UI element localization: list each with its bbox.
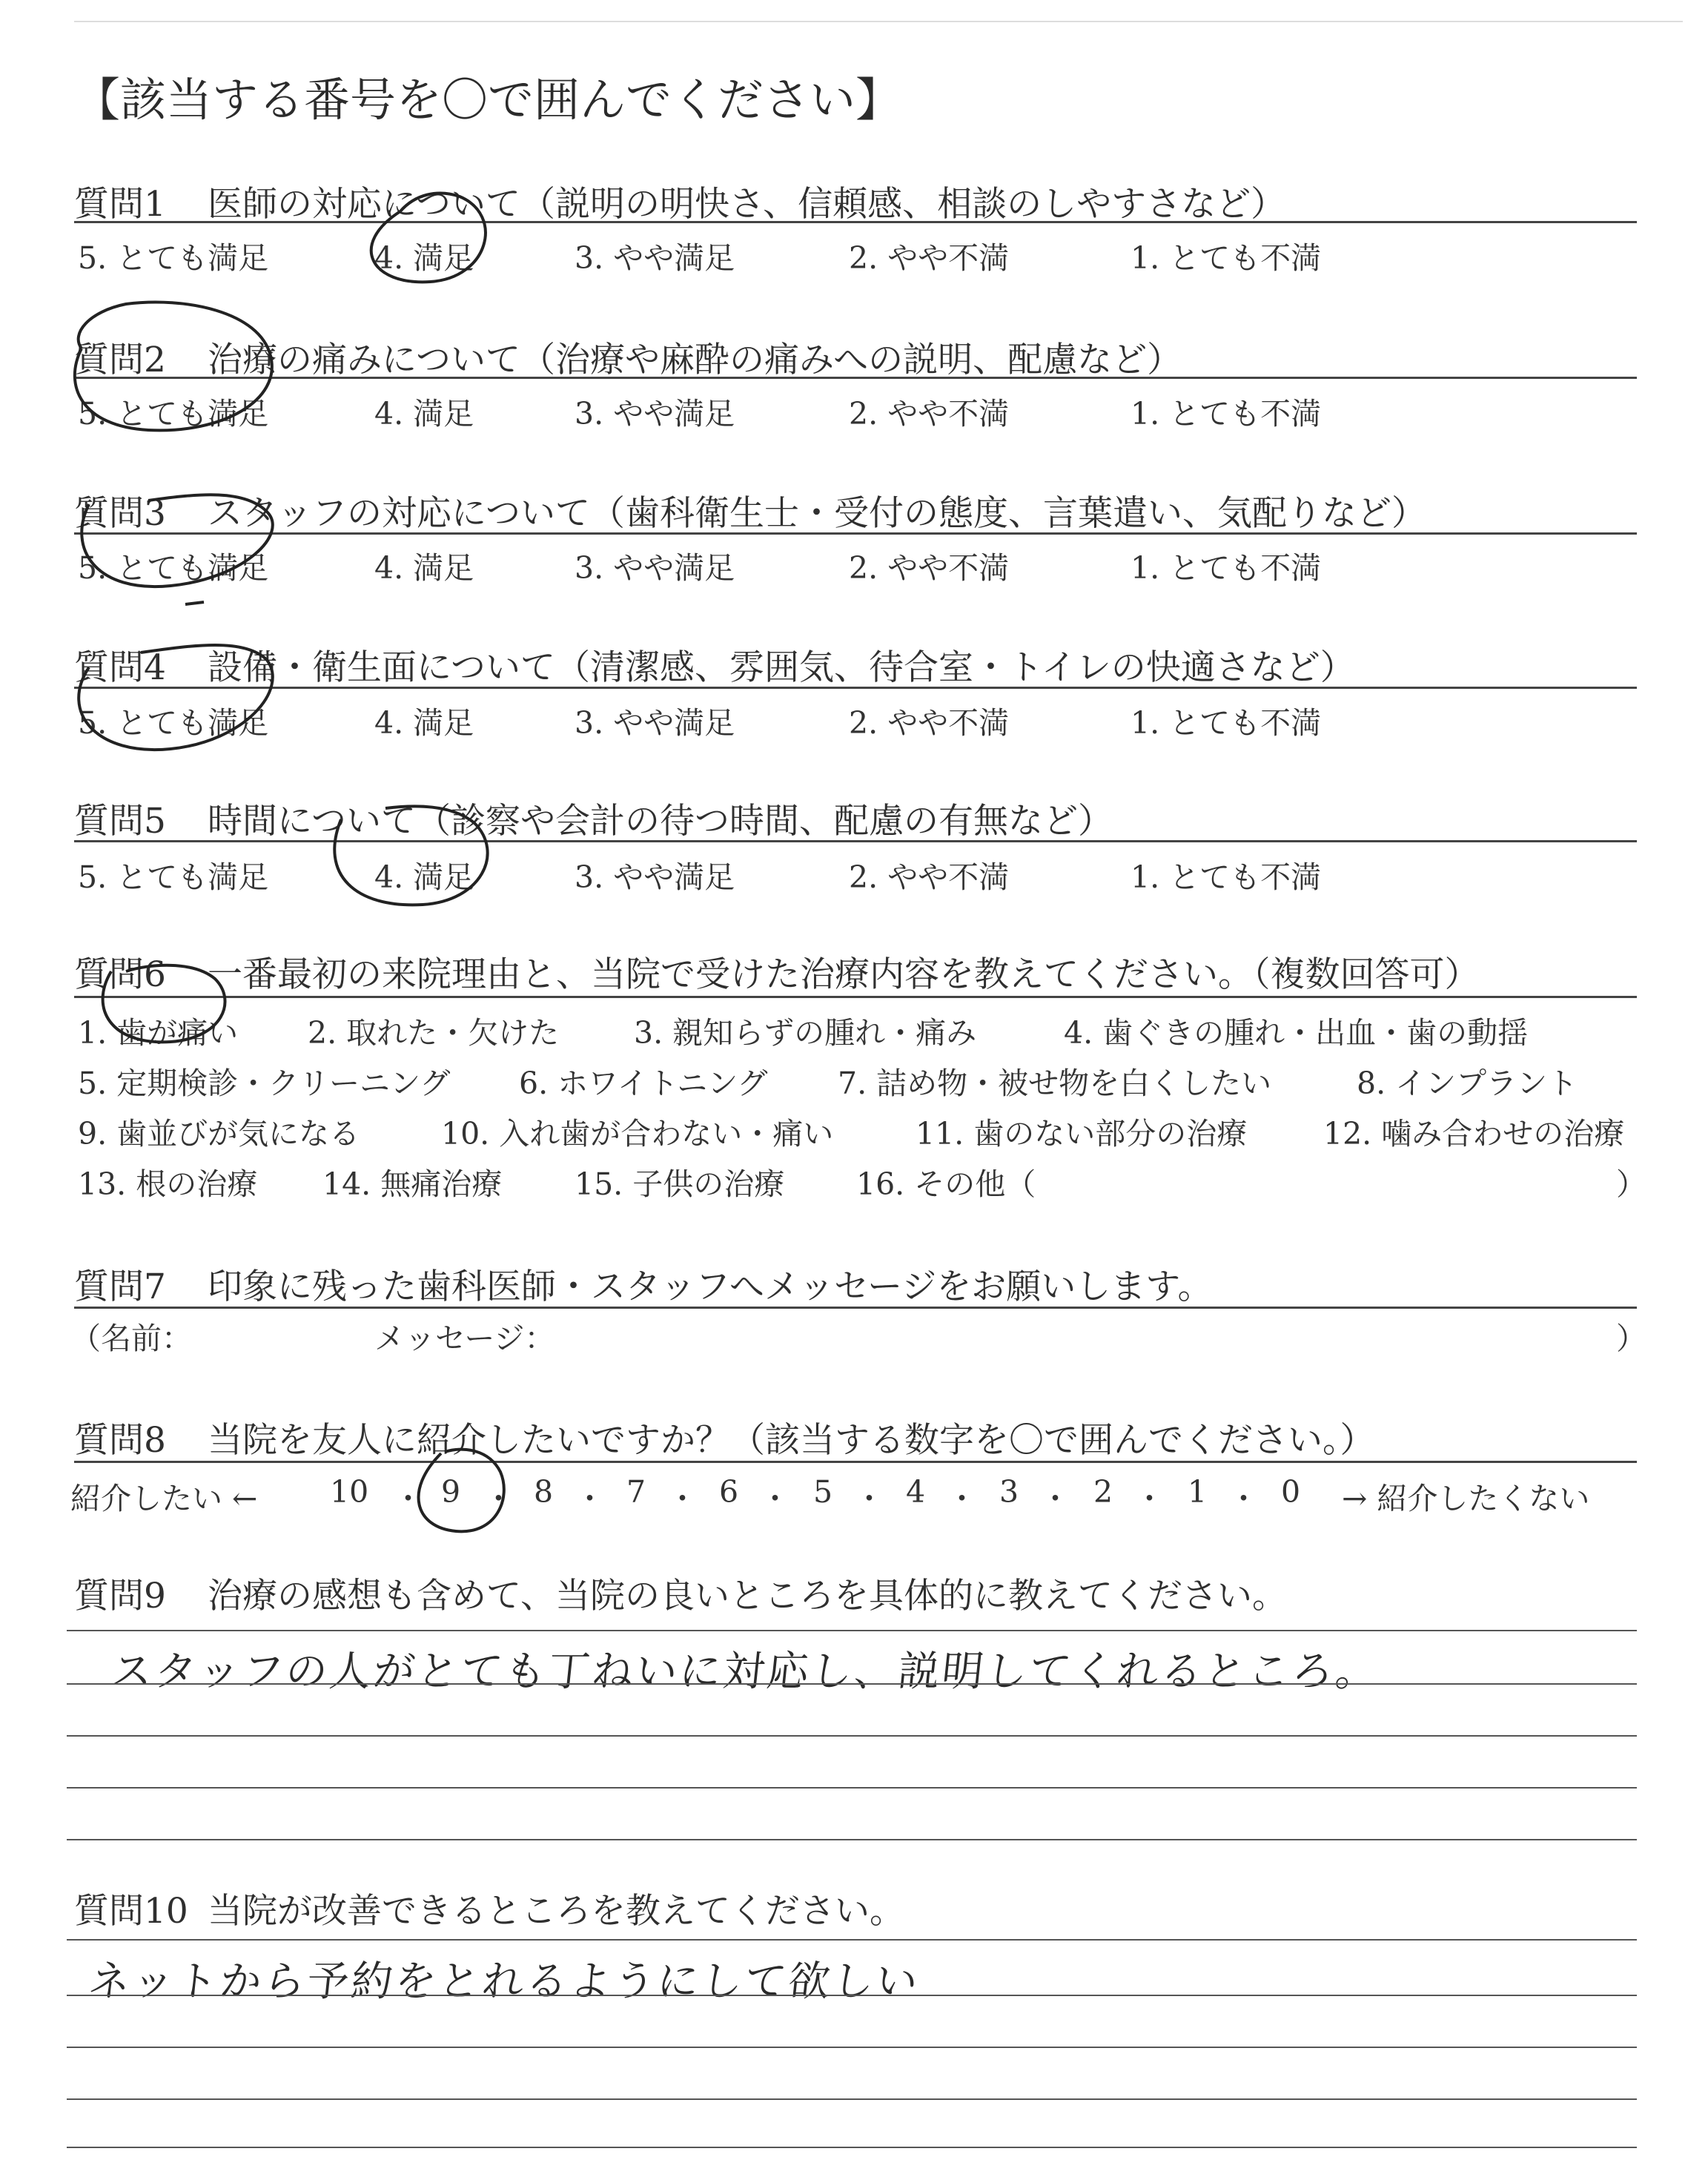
q9-handwritten-answer[interactable]: スタッフの人がとても丁ねいに対応し、説明してくれるところ。 — [108, 1648, 1382, 1696]
q4-option-2[interactable]: 2. やや不満 — [849, 705, 1010, 741]
q9-text: 治療の感想も含めて、当院の良いところを具体的に教えてください。 — [208, 1576, 1288, 1616]
q5-option-3[interactable]: 3. やや満足 — [575, 859, 735, 895]
q2-text: 治療の痛みについて（治療や麻酔の痛みへの説明、配慮など） — [208, 340, 1182, 380]
q8-scale-3[interactable]: 3 — [999, 1474, 1019, 1510]
form-title: 【該当する番号を〇で囲んでください】 — [74, 73, 902, 127]
q4-option-5[interactable]: 5. とても満足 — [78, 705, 269, 741]
q5-option-5[interactable]: 5. とても満足 — [78, 859, 269, 895]
q7-label: 質問7 — [74, 1266, 166, 1307]
q7-close-paren: ） — [1616, 1321, 1646, 1356]
q4-option-1[interactable]: 1. とても不満 — [1131, 705, 1322, 741]
q8-sep: ・ — [1134, 1481, 1165, 1516]
q6-option-9[interactable]: 9. 歯並びが気になる — [78, 1116, 360, 1152]
q1-label: 質問1 — [74, 184, 166, 225]
q8-sep: ・ — [667, 1481, 698, 1516]
q4-selection-circle — [79, 645, 273, 750]
q8-left-label: 紹介したい ← — [70, 1481, 258, 1516]
q8-sep: ・ — [483, 1481, 514, 1516]
q10-label: 質問10 — [74, 1891, 188, 1932]
q10-handwritten-answer[interactable]: ネットから予約をとれるようにして欲しい — [86, 1958, 922, 2006]
q2-option-1[interactable]: 1. とても不満 — [1131, 396, 1322, 432]
q8-sep: ・ — [1040, 1481, 1070, 1516]
q8-scale-8[interactable]: 8 — [534, 1474, 554, 1510]
q6-option-13[interactable]: 13. 根の治療 — [78, 1166, 258, 1202]
q4-option-3[interactable]: 3. やや満足 — [575, 705, 735, 741]
q1-option-4[interactable]: 4. 満足 — [374, 240, 474, 276]
q1-text: 医師の対応について（説明の明快さ、信頼感、相談のしやすさなど） — [208, 184, 1286, 225]
q4-option-4[interactable]: 4. 満足 — [374, 705, 474, 741]
q8-text: 当院を友人に紹介したいですか？（該当する数字を〇で囲んでください。） — [208, 1420, 1375, 1461]
q8-scale-6[interactable]: 6 — [719, 1474, 739, 1510]
q6-option-7[interactable]: 7. 詰め物・被せ物を白くしたい — [838, 1066, 1272, 1101]
q7-message-field[interactable]: メッセージ： — [374, 1321, 555, 1356]
q6-option-1[interactable]: 1. 歯が痛い — [78, 1015, 239, 1051]
q3-option-5[interactable]: 5. とても満足 — [78, 550, 269, 586]
q6-option-16[interactable]: 16. その他（ — [856, 1166, 1036, 1202]
q10-text: 当院が改善できるところを教えてください。 — [208, 1891, 904, 1932]
q8-scale-0[interactable]: 0 — [1281, 1474, 1301, 1510]
q2-selection-circle — [75, 303, 272, 431]
q6-other-close-paren: ） — [1616, 1166, 1646, 1202]
q1-option-1[interactable]: 1. とても不満 — [1131, 240, 1322, 276]
q5-text: 時間について（診察や会計の待つ時間、配慮の有無など） — [208, 801, 1113, 842]
q3-label: 質問3 — [74, 493, 166, 534]
q8-scale-7[interactable]: 7 — [626, 1474, 646, 1510]
q8-scale-9[interactable]: 9 — [441, 1474, 461, 1510]
q6-option-15[interactable]: 15. 子供の治療 — [575, 1166, 785, 1202]
q8-sep: ・ — [575, 1481, 605, 1516]
q5-selection-circle — [334, 806, 487, 905]
q8-sep: ・ — [393, 1481, 423, 1516]
q1-option-3[interactable]: 3. やや満足 — [575, 240, 735, 276]
q6-option-14[interactable]: 14. 無痛治療 — [322, 1166, 503, 1202]
q6-option-6[interactable]: 6. ホワイトニング — [519, 1066, 768, 1101]
q7-text: 印象に残った歯科医師・スタッフへメッセージをお願いします。 — [208, 1266, 1213, 1307]
q5-option-2[interactable]: 2. やや不満 — [849, 859, 1010, 895]
q8-sep: ・ — [1228, 1481, 1259, 1516]
q8-selection-circle — [419, 1450, 504, 1532]
q6-text: 一番最初の来院理由と、当院で受けた治療内容を教えてください。（複数回答可） — [208, 954, 1480, 995]
q6-option-11[interactable]: 11. 歯のない部分の治療 — [916, 1116, 1248, 1152]
q2-option-5[interactable]: 5. とても満足 — [78, 396, 269, 432]
q8-scale-4[interactable]: 4 — [906, 1474, 926, 1510]
q8-scale-1[interactable]: 1 — [1188, 1474, 1208, 1510]
q3-option-4[interactable]: 4. 満足 — [374, 550, 474, 586]
q3-text: スタッフの対応について（歯科衛生士・受付の態度、言葉遣い、気配りなど） — [208, 493, 1427, 534]
q1-option-5[interactable]: 5. とても満足 — [78, 240, 269, 276]
q1-option-2[interactable]: 2. やや不満 — [849, 240, 1010, 276]
q8-sep: ・ — [854, 1481, 884, 1516]
q8-sep: ・ — [947, 1481, 977, 1516]
q6-label: 質問6 — [74, 954, 166, 995]
q2-option-4[interactable]: 4. 満足 — [374, 396, 474, 432]
q8-sep: ・ — [760, 1481, 790, 1516]
q8-scale-5[interactable]: 5 — [813, 1474, 833, 1510]
q2-option-2[interactable]: 2. やや不満 — [849, 396, 1010, 432]
q5-option-1[interactable]: 1. とても不満 — [1131, 859, 1322, 895]
q4-text: 設備・衛生面について（清潔感、雰囲気、待合室・トイレの快適さなど） — [208, 647, 1355, 688]
q5-label: 質問5 — [74, 801, 166, 842]
q8-right-label: → 紹介したくない — [1342, 1481, 1590, 1516]
q6-selection-circle — [103, 965, 225, 1043]
q1-selection-circle — [371, 194, 486, 283]
q3-selection-circle — [82, 495, 272, 604]
q6-option-8[interactable]: 8. インプラント — [1357, 1066, 1578, 1101]
q9-label: 質問9 — [74, 1576, 166, 1616]
q6-option-5[interactable]: 5. 定期検診・クリーニング — [78, 1066, 451, 1101]
q2-label: 質問2 — [74, 340, 166, 380]
q3-option-1[interactable]: 1. とても不満 — [1131, 550, 1322, 586]
q6-option-3[interactable]: 3. 親知らずの腫れ・痛み — [634, 1015, 977, 1051]
q7-name-field[interactable]: （名前： — [70, 1321, 192, 1356]
q4-label: 質問4 — [74, 647, 166, 688]
q6-option-10[interactable]: 10. 入れ歯が合わない・痛い — [441, 1116, 834, 1152]
q8-scale-2[interactable]: 2 — [1093, 1474, 1113, 1510]
q8-label: 質問8 — [74, 1420, 166, 1461]
q3-option-2[interactable]: 2. やや不満 — [849, 550, 1010, 586]
q2-option-3[interactable]: 3. やや満足 — [575, 396, 735, 432]
q6-option-12[interactable]: 12. 噛み合わせの治療 — [1323, 1116, 1625, 1152]
q8-scale-10[interactable]: 10 — [330, 1474, 369, 1510]
q6-option-4[interactable]: 4. 歯ぐきの腫れ・出血・歯の動揺 — [1064, 1015, 1529, 1051]
q6-option-2[interactable]: 2. 取れた・欠けた — [308, 1015, 560, 1051]
q3-option-3[interactable]: 3. やや満足 — [575, 550, 735, 586]
q5-option-4[interactable]: 4. 満足 — [374, 859, 474, 895]
